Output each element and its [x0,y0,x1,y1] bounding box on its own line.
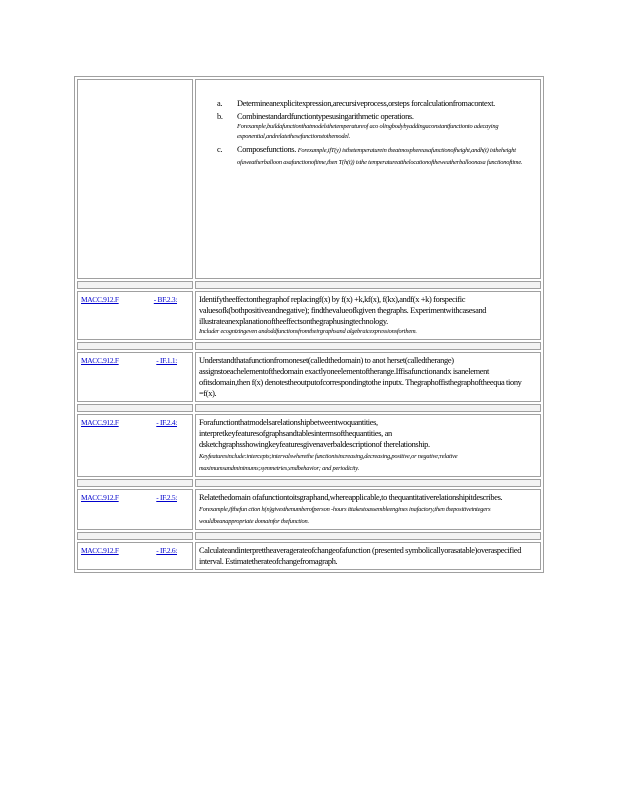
table-row [77,79,541,279]
list-letter: b. [217,112,223,121]
code-prefix: MACC.912.F [81,356,119,365]
standard-text: Forafunctionthatmodelsarelationshipbetweentwoquantities, interpretkeyfeaturesofgraphsandtablesintermsofthequantities, an dsketchgraphsshowingkeyfeaturesgivenaverbaldescriptionof therelationship. [199,418,430,449]
standard-code-cell [77,352,193,402]
code-suffix: - IF.2.4: [156,418,177,427]
table-row [77,291,541,340]
standard-code-link[interactable] [81,417,177,428]
example-text: Includer ecognizingeven andoddfunctionsfromtheirgraphsand algebraicexpressionsforthem. [199,328,417,335]
standard-description [195,542,541,570]
list-item-text: Combinestandardfunctiontypesusingarithmetic operations. [237,112,414,121]
code-suffix: - IF.1.1: [156,356,177,365]
code-suffix: - BF.2.3: [153,295,177,304]
sub-item-list [217,98,537,168]
table-row [77,489,541,530]
list-item [217,111,537,142]
standard-text: Relatethedomain ofafunctiontoitsgraphand,whereapplicable,to thequantitativerelationshipitdescribes. [199,493,503,502]
standard-code-cell [77,542,193,570]
code-cell-empty [77,79,193,279]
standard-code-cell [77,489,193,530]
code-prefix: MACC.912.F [81,295,119,304]
row-separator [77,479,541,487]
list-letter: a. [217,99,223,108]
standard-code-cell [77,291,193,340]
standard-code-link[interactable] [81,545,177,556]
row-separator [77,404,541,412]
standard-description [195,291,541,340]
code-prefix: MACC.912.F [81,493,119,502]
code-prefix: MACC.912.F [81,546,119,555]
row-separator [77,281,541,289]
standards-table [74,76,544,573]
standard-description [195,352,541,402]
code-prefix: MACC.912.F [81,418,119,427]
table-row [77,352,541,402]
table-row [77,542,541,570]
standard-description [195,79,541,279]
standard-description [195,489,541,530]
standard-text: Understandthatafunctionfromoneset(calledthedomain) to anot herset(calledtherange) assignstoeachelementofthedomain exactlyoneelementoftherange.Iffisafunctionandx isanelement ofitsdomain,then f(x) denotestheoutputofcorrespondingtothe inputx. Thegraphoffisthegraphoftheequa tiony =f(x). [199,356,522,398]
example-text: Forexample,ifthefun ction h(n)givesthenumberofperson -hours ittakestoassembleengines inafactory,then thepositiveintegers wouldbeanappropriate domainfor thefunction. [199,506,491,525]
example-text: Forexample,buildafunctionthatmodelsthetemperatureof aco olingbodybyaddingaconstantfunctionto adecaying exponential,andrelatethesefunctionstothemodel. [237,123,499,140]
list-letter: c. [217,145,223,154]
standard-code-link[interactable] [81,294,177,305]
code-suffix: - IF.2.6: [156,546,177,555]
row-separator [77,342,541,350]
standard-code-cell [77,414,193,477]
example-text: Keyfeaturesinclude:intercepts;intervalswherethe functionisincreasing,decreasing,positive,or negative;relative maximumsandminimums;symmetries;endbehavior; and periodicity. [199,453,458,472]
row-separator [77,532,541,540]
code-suffix: - IF.2.5: [156,493,177,502]
list-item-text: Determineanexplicitexpression,arecursiveprocess,orsteps forcalculationfromacontext. [237,99,495,108]
example-text: Forexample,ifT(y) isthetemperaturein theatmosphereasafunctionofheight,andh(t) istheheight ofaweatherballoon asafunctionoftime,then T(h(t)) isthe temperatureatthelocationoftheweatherballoonasa functionoftime. [237,147,523,166]
list-item-text: Composefunctions. [237,145,296,154]
list-item [217,98,537,109]
standard-code-link[interactable] [81,355,177,366]
standard-text: Identifytheeffectonthegraphof replacingf(x) by f(x) +k,kf(x), f(kx),andf(x +k) forspecific valuesofk(bothpositiveandnegative); findthevalueofkgiven thegraphs. Experimentwithcasesand illustrateanexplanationoftheeffectsonthegraphusingtechnology. [199,295,487,326]
standard-text: Calculateandinterprettheaveragerateofchangeofafunction (presented symbolicallyorasatable)overaspecified interval. Estimatetherateofchangefromagraph. [199,546,522,566]
table-row [77,414,541,477]
standard-description [195,414,541,477]
list-item [217,144,537,168]
standard-code-link[interactable] [81,492,177,503]
